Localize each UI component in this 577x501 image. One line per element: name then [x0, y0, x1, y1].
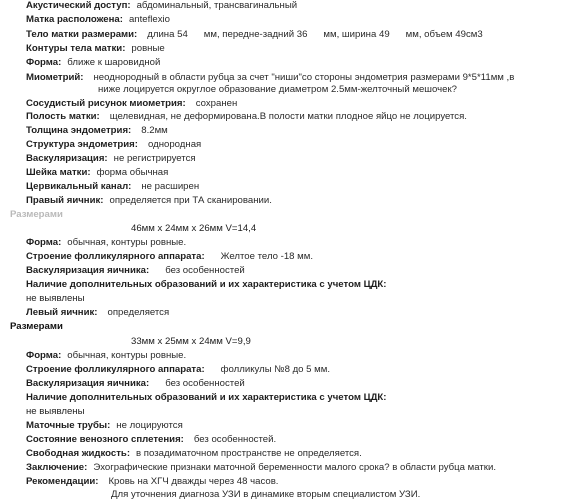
recommendations-row-2 — [111, 488, 420, 501]
left-ovary-value: определяется — [107, 307, 170, 318]
right-extra-value: не выявлены — [26, 293, 85, 304]
access-label: Акустический доступ: — [26, 0, 131, 11]
contours-label: Контуры тела матки: — [26, 43, 126, 54]
shape-value: ближе к шаровидной — [67, 57, 161, 68]
left-vascularization-row — [26, 377, 245, 390]
vascularization-row — [26, 152, 196, 165]
shape-row — [26, 56, 160, 69]
conclusion-row — [26, 461, 496, 474]
myometrium-label: Миометрий: — [26, 72, 84, 83]
cervical-canal-value: не расширен — [141, 181, 200, 192]
right-vascularization-label: Васкуляризация яичника: — [26, 265, 150, 276]
vascular-pattern-row — [26, 97, 237, 110]
left-extra-label: Наличие дополнительных образований и их характеристика с учетом ЦДК: — [26, 392, 387, 403]
conclusion-label: Заключение: — [26, 462, 88, 473]
free-fluid-value: в позадиматочном пространстве не определяется. — [136, 448, 362, 459]
left-extra-value: не выявлены — [26, 406, 85, 417]
recommendations-label: Рекомендации: — [26, 476, 99, 487]
tubes-value: не лоцируются — [116, 420, 183, 431]
right-follicular-value: Желтое тело -18 мм. — [220, 251, 314, 262]
myometrium-value-1: неоднородный в области рубца за счет "ниши"со стороны эндометрия размерами 9*5*11мм ,в — [93, 72, 515, 83]
left-ovary-label: Левый яичник: — [26, 307, 98, 318]
uterus-volume: мм, объем 49см3 — [405, 29, 483, 40]
endometrium-structure-label: Структура эндометрия: — [26, 139, 138, 150]
right-size-heading: Размерами — [10, 209, 63, 220]
cavity-row — [26, 110, 467, 123]
cervix-label: Шейка матки: — [26, 167, 91, 178]
right-extra-row — [26, 278, 386, 291]
access-row — [26, 0, 297, 12]
endometrium-structure-value: однородная — [147, 139, 202, 150]
vascularization-value: не регистрируется — [113, 153, 196, 164]
right-form-row — [26, 236, 186, 249]
uterus-ap: мм, передне-задний 36 — [203, 29, 308, 40]
left-form-value: обычная, контуры ровные. — [67, 350, 187, 361]
endometrium-thickness-value: 8.2мм — [141, 125, 168, 136]
cervical-canal-row — [26, 180, 199, 193]
right-vascularization-value: без особенностей — [165, 265, 245, 276]
venous-label: Состояние венозного сплетения: — [26, 434, 184, 445]
recommendations-row — [26, 475, 278, 488]
right-follicular-label: Строение фолликулярного аппарата: — [26, 251, 205, 262]
left-follicular-label: Строение фолликулярного аппарата: — [26, 364, 205, 375]
right-form-value: обычная, контуры ровные. — [67, 237, 187, 248]
tubes-row — [26, 419, 183, 432]
conclusion-value: Эхографические признаки маточной беременности малого срока? в области рубца матки. — [93, 462, 497, 473]
venous-value: без особенностей. — [193, 434, 277, 445]
position-row — [26, 13, 170, 26]
right-ovary-label: Правый яичник: — [26, 195, 104, 206]
left-form-row — [26, 349, 186, 362]
venous-row — [26, 433, 276, 446]
left-follicular-row — [26, 363, 330, 376]
uterus-length: длина 54 — [147, 29, 188, 40]
uterus-size-label: Тело матки размерами: — [26, 29, 138, 40]
right-ovary-row — [26, 194, 272, 207]
left-ovary-dimensions: 33мм х 25мм х 24мм V=9,9 — [131, 336, 251, 347]
cervix-value: форма обычная — [96, 167, 169, 178]
uterus-size-row — [26, 28, 483, 41]
right-vascularization-row — [26, 264, 245, 277]
free-fluid-label: Свободная жидкость: — [26, 448, 131, 459]
recommendations-value-1: Кровь на ХГЧ дважды через 48 часов. — [108, 476, 279, 487]
right-form-label: Форма: — [26, 237, 62, 248]
position-value: anteflexio — [128, 14, 171, 25]
left-vascularization-label: Васкуляризация яичника: — [26, 378, 150, 389]
vascularization-label: Васкуляризация: — [26, 153, 108, 164]
left-follicular-value: фолликулы №8 до 5 мм. — [220, 364, 331, 375]
left-size-heading: Размерами — [10, 321, 63, 332]
cervix-row — [26, 166, 168, 179]
uterus-width: мм, ширина 49 — [323, 29, 390, 40]
endometrium-thickness-row — [26, 124, 168, 137]
position-label: Матка расположена: — [26, 14, 123, 25]
cavity-value: щелевидная, не деформирована.В полости матки плодное яйцо не лоцируется. — [109, 111, 467, 122]
tubes-label: Маточные трубы: — [26, 420, 111, 431]
cervical-canal-label: Цервикальный канал: — [26, 181, 132, 192]
endometrium-thickness-label: Толщина эндометрия: — [26, 125, 132, 136]
right-extra-label: Наличие дополнительных образований и их характеристика с учетом ЦДК: — [26, 279, 387, 290]
contours-value: ровные — [131, 43, 165, 54]
right-follicular-row — [26, 250, 313, 263]
shape-label: Форма: — [26, 57, 62, 68]
left-extra-row — [26, 391, 386, 404]
contours-row — [26, 42, 165, 55]
access-value: абдоминальный, трансвагинальный — [136, 0, 298, 11]
right-ovary-dimensions: 46мм х 24мм х 26мм V=14,4 — [131, 223, 257, 234]
free-fluid-row — [26, 447, 362, 460]
recommendations-value-2: Для уточнения диагноза УЗИ в динамике вторым специалистом УЗИ. — [111, 489, 421, 500]
vascular-pattern-label: Сосудистый рисунок миометрия: — [26, 98, 186, 109]
cavity-label: Полость матки: — [26, 111, 100, 122]
left-ovary-row — [26, 306, 169, 319]
left-form-label: Форма: — [26, 350, 62, 361]
right-ovary-value: определяется при ТА сканировании. — [109, 195, 272, 206]
vascular-pattern-value: сохранен — [195, 98, 238, 109]
endometrium-structure-row — [26, 138, 201, 151]
myometrium-row-2 — [98, 83, 457, 96]
left-vascularization-value: без особенностей — [165, 378, 245, 389]
myometrium-value-2: ниже лоцируется округлое образование диаметром 2.5мм-желточный мешочек? — [98, 84, 457, 95]
